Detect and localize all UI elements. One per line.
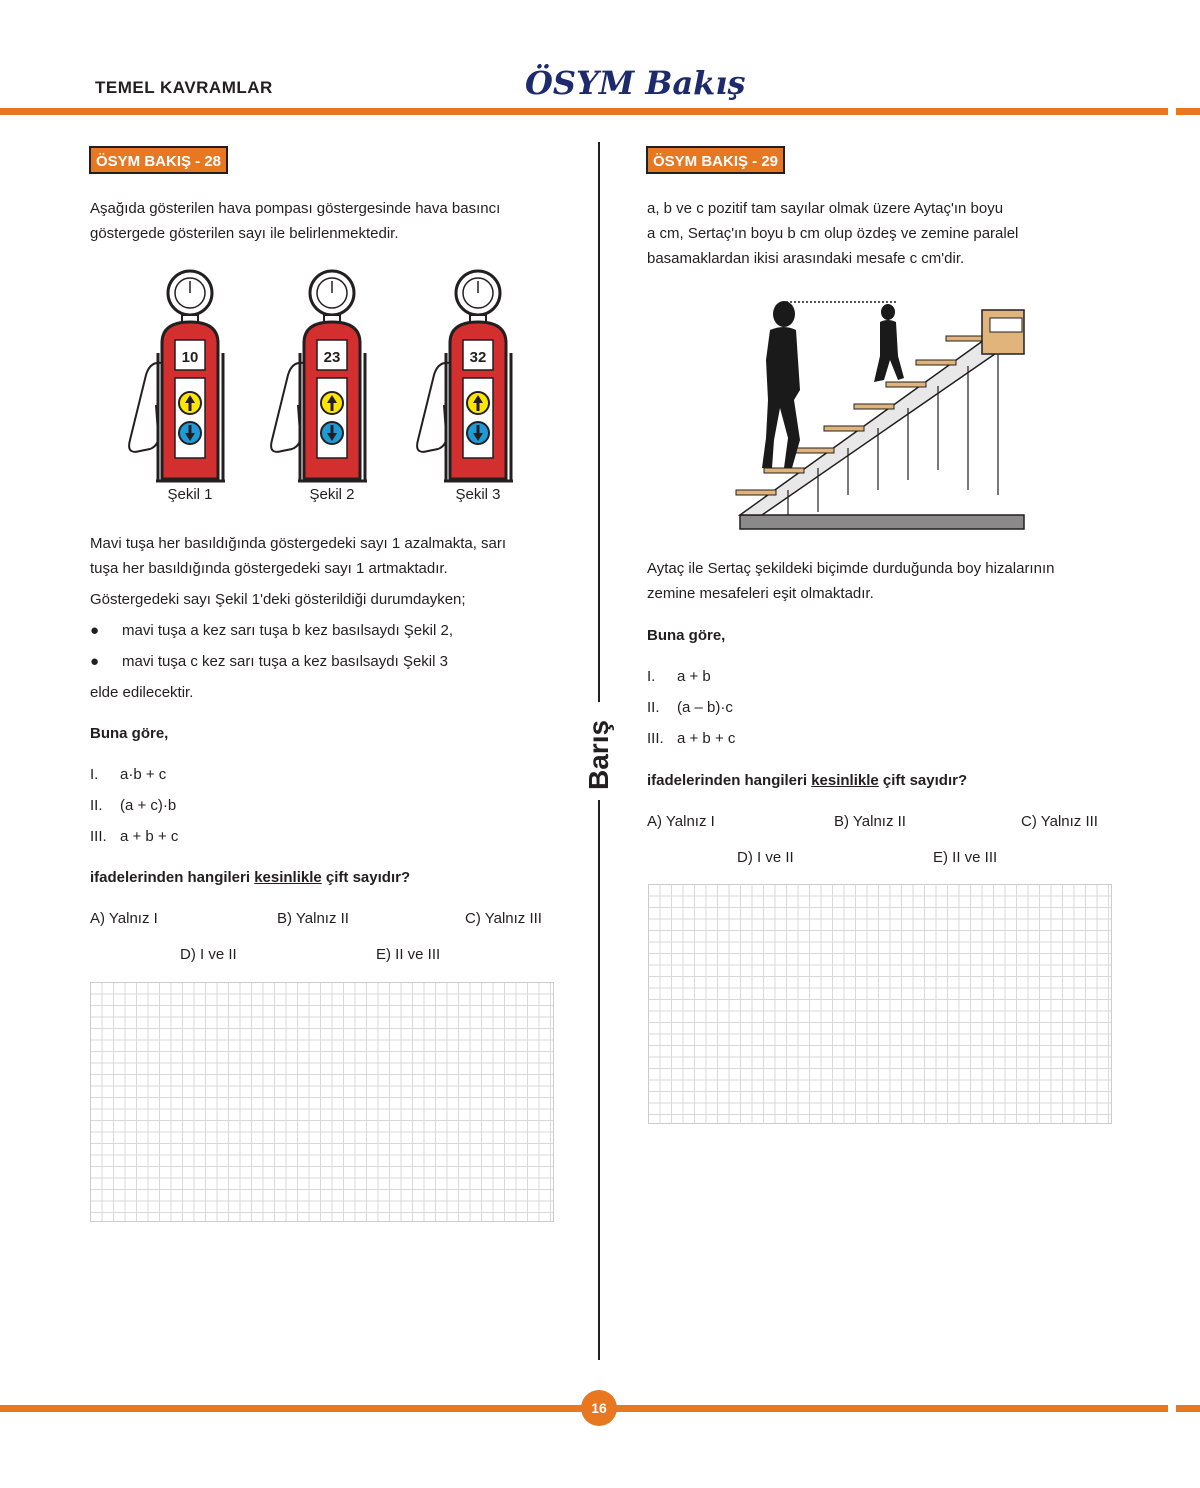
q28-option-a[interactable]: A) Yalnız I — [90, 910, 158, 927]
q28-item-1: I. a·b + c — [90, 766, 167, 783]
q28-scratch-grid — [90, 982, 554, 1222]
page-number: 16 — [581, 1390, 617, 1426]
q29-question: ifadelerinden hangileri kesinlikle çift sayıdır? — [647, 772, 968, 789]
pump-3-value: 32 — [469, 349, 487, 366]
q29-item-1: I. a + b — [647, 668, 711, 685]
q28-conclusion: elde edilecektir. — [90, 684, 194, 701]
baris-brand-mark — [575, 712, 625, 792]
figure-1-label: Şekil 1 — [167, 486, 213, 503]
svg-text:ÖSYM Bakış: ÖSYM Bakış — [525, 64, 746, 102]
q28-option-b[interactable]: B) Yalnız II — [277, 910, 349, 927]
header-bar — [0, 108, 1168, 115]
stairs-figure — [728, 290, 1038, 540]
svg-text:Barış: Barış — [583, 719, 614, 790]
header-bar-end — [1176, 108, 1200, 115]
q29-scratch-grid — [648, 884, 1112, 1124]
q28-option-c[interactable]: C) Yalnız III — [465, 910, 542, 927]
question-29-badge: ÖSYM BAKIŞ - 29 — [646, 146, 785, 174]
q28-item-3: III. a + b + c — [90, 828, 179, 845]
q29-option-c[interactable]: C) Yalnız III — [1021, 813, 1098, 830]
q28-item-2: II. (a + c)·b — [90, 797, 177, 814]
pump-1-value: 10 — [181, 349, 199, 366]
center-divider-bottom — [598, 800, 600, 1360]
q29-buna-gore: Buna göre, — [647, 627, 726, 644]
q28-intro: Aşağıda gösterilen hava pompası göstergesinde hava basıncı göstergede gösterilen sayı ile belirlenmektedir. — [90, 200, 501, 242]
question-28-badge: ÖSYM BAKIŞ - 28 — [89, 146, 228, 174]
q29-item-2: II. (a – b)·c — [647, 699, 733, 716]
q28-condition: Göstergedeki sayı Şekil 1'deki gösterildiği durumdayken; — [90, 591, 466, 608]
q29-intro: a, b ve c pozitif tam sayılar olmak üzere Aytaç'ın boyu a cm, Sertaç'ın boyu b cm olup özdeş ve zemine paralel basamaklardan ikisi arasındaki mesafe c cm'dir. — [647, 200, 1019, 267]
header-title: TEMEL KAVRAMLAR — [95, 78, 273, 97]
q29-item-3: III. a + b + c — [647, 730, 736, 747]
figure-3-label: Şekil 3 — [455, 486, 501, 503]
footer-bar-end — [1176, 1405, 1200, 1412]
q29-option-b[interactable]: B) Yalnız II — [834, 813, 906, 830]
q29-body: Aytaç ile Sertaç şekildeki biçimde durduğunda boy hizalarının zemine mesafeleri eşit olmaktadır. — [647, 560, 1055, 602]
q29-option-e[interactable]: E) II ve III — [933, 849, 998, 866]
center-divider-top — [598, 142, 600, 702]
q28-option-e[interactable]: E) II ve III — [376, 946, 441, 963]
q28-bullet-2: ● mavi tuşa c kez sarı tuşa a kez basılsaydı Şekil 3 — [90, 653, 448, 670]
q28-buna-gore: Buna göre, — [90, 725, 169, 742]
q29-option-a[interactable]: A) Yalnız I — [647, 813, 715, 830]
pump-2-value: 23 — [323, 349, 341, 366]
q29-option-d[interactable]: D) I ve II — [737, 849, 794, 866]
q28-question: ifadelerinden hangileri kesinlikle çift sayıdır? — [90, 869, 411, 886]
q28-option-d[interactable]: D) I ve II — [180, 946, 237, 963]
q28-bullet-1: ● mavi tuşa a kez sarı tuşa b kez basılsaydı Şekil 2, — [90, 622, 453, 639]
osym-bakis-logo — [520, 58, 746, 106]
q28-body: Mavi tuşa her basıldığında göstergedeki sayı 1 azalmakta, sarı tuşa her basıldığında göstergedeki sayı 1 artmaktadır. — [90, 535, 507, 577]
air-pump-figures — [120, 265, 530, 515]
figure-2-label: Şekil 2 — [309, 486, 355, 503]
